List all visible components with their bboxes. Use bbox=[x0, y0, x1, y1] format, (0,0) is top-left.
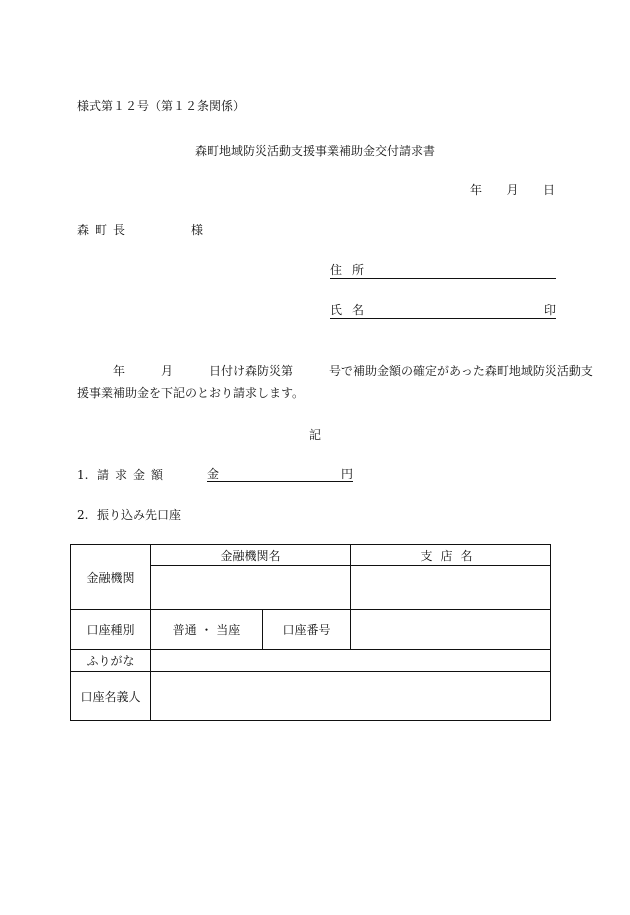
table-row bbox=[71, 545, 551, 566]
branch-name-cell[interactable] bbox=[351, 566, 551, 610]
branch-name-header: 支店名 bbox=[351, 545, 551, 566]
body-text bbox=[77, 360, 593, 404]
date-month: 月 bbox=[506, 183, 519, 197]
amount-suffix: 円 bbox=[340, 467, 353, 481]
item-request-amount bbox=[77, 467, 353, 482]
institution-name-header: 金融機関名 bbox=[151, 545, 351, 566]
account-type-options[interactable]: 普通 ・ 当座 bbox=[151, 610, 263, 650]
date-line bbox=[470, 183, 555, 197]
item-bank-account bbox=[77, 508, 181, 522]
bank-account-table bbox=[70, 544, 551, 721]
form-number: 様式第１２号（第１２条関係） bbox=[77, 99, 246, 113]
body-number-suffix: 号で補助金額の確定があった森町地域防災活動支 bbox=[329, 364, 593, 378]
account-type-label: 口座種別 bbox=[71, 610, 151, 650]
document-title: 森町地域防災活動支援事業補助金交付請求書 bbox=[194, 144, 435, 158]
addressee-honorific: 様 bbox=[191, 223, 204, 237]
table-row bbox=[71, 650, 551, 672]
address-field[interactable] bbox=[330, 262, 556, 279]
account-number-cell[interactable] bbox=[351, 610, 551, 650]
body-month: 月 bbox=[161, 364, 174, 378]
furigana-label: ふりがな bbox=[71, 650, 151, 672]
table-row bbox=[71, 610, 551, 650]
name-field[interactable] bbox=[330, 302, 556, 319]
item1-number: 1. bbox=[77, 468, 89, 482]
amount-prefix: 金 bbox=[207, 467, 220, 481]
item2-label: 振り込み先口座 bbox=[97, 508, 182, 522]
institution-label: 金融機関 bbox=[71, 545, 151, 610]
body-year: 年 bbox=[113, 364, 126, 378]
item2-number: 2. bbox=[77, 508, 89, 522]
body-dated: 日付け森防災第 bbox=[209, 364, 294, 378]
amount-field[interactable] bbox=[207, 467, 353, 482]
item1-label: 請求金額 bbox=[97, 468, 170, 482]
account-number-label: 口座番号 bbox=[263, 610, 351, 650]
addressee bbox=[77, 223, 203, 237]
account-holder-label: 口座名義人 bbox=[71, 672, 151, 721]
body-line-2: 援事業補助金を下記のとおり請求します。 bbox=[77, 386, 305, 400]
address-label: 住所 bbox=[330, 263, 375, 277]
ki-heading: 記 bbox=[308, 428, 321, 442]
date-day: 日 bbox=[542, 183, 555, 197]
addressee-mayor: 森町長 bbox=[77, 223, 132, 237]
body-line-1 bbox=[77, 360, 593, 382]
seal-mark: 印 bbox=[543, 303, 556, 317]
institution-name-cell[interactable] bbox=[151, 566, 351, 610]
furigana-cell[interactable] bbox=[151, 650, 551, 672]
table-row bbox=[71, 672, 551, 721]
account-holder-cell[interactable] bbox=[151, 672, 551, 721]
date-year: 年 bbox=[470, 183, 483, 197]
name-label: 氏名 bbox=[330, 303, 375, 317]
